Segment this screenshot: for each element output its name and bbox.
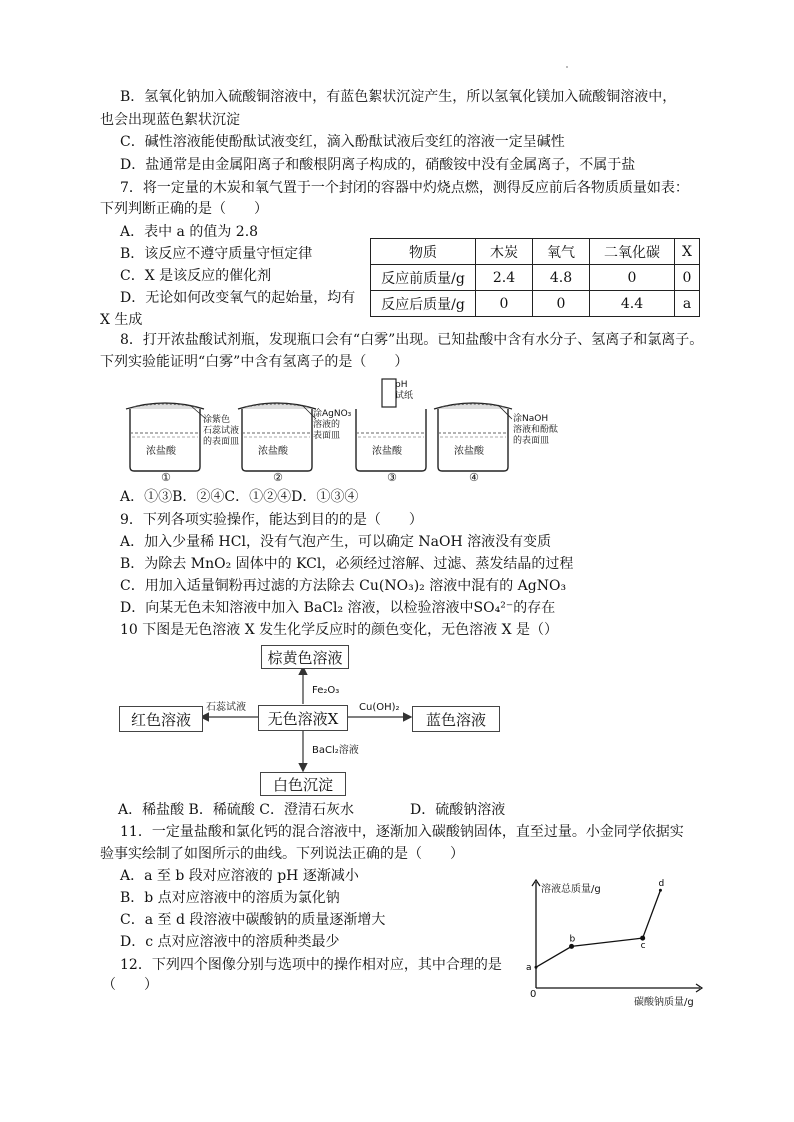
table-row (371, 291, 700, 317)
arrow-up-label: Fe₂O₃ (312, 685, 340, 696)
flow-top-box: 棕黄色溶液 (261, 645, 349, 669)
arrow-left-label: 石蕊试液 (206, 702, 246, 713)
q11-stem-line2: 验事实绘制了如图所示的曲线。下列说法正确的是（ ） (100, 846, 464, 862)
arrow-right-label: Cu(OH)₂ (359, 702, 400, 713)
table-cell: 0 (590, 265, 675, 291)
beaker-1 (126, 403, 204, 471)
q11-stem-line1: 11．一定量盐酸和氯化钙的混合溶液中，逐渐加入碳酸钠固体，直至过量。小金同学依据实 (120, 824, 684, 840)
table-cell: 反应前质量/g (371, 265, 476, 291)
beaker-3 (356, 409, 426, 471)
q11-chart (520, 878, 710, 1008)
beaker-2-dish-label: 涂AgNO₃ 溶液的 表面皿 (313, 409, 352, 441)
table-header-cell: 木炭 (476, 239, 533, 265)
arrow-down-label: BaCl₂溶液 (312, 745, 359, 756)
table-header-cell: 二氧化碳 (590, 239, 675, 265)
q9-option-c: C．用加入适量铜粉再过滤的方法除去 Cu(NO₃)₂ 溶液中混有的 AgNO₃ (120, 578, 567, 594)
q7-option-c: C．X 是该反应的催化剂 (120, 268, 272, 284)
beaker-4-dish-label: 涂NaOH 溶液和酚酞 的表面皿 (513, 414, 559, 446)
q11-option-b: B．b 点对应溶液中的溶质为氯化钠 (120, 890, 340, 906)
q7-stem-line1: 7．将一定量的木炭和氧气置于一个封闭的容器中灼烧点燃，测得反应前后各物质质量如表： (120, 180, 689, 196)
q12-stem-line1: 12．下列四个图像分别与选项中的操作相对应，其中合理的是 (120, 957, 502, 973)
table-header-row (371, 239, 700, 265)
table-row (371, 265, 700, 291)
flow-center-box: 无色溶液X (258, 705, 348, 731)
data-point-c (640, 936, 645, 941)
table-cell: 2.4 (476, 265, 533, 291)
beaker-2 (238, 403, 316, 471)
q10-stem: 10 下图是无色溶液 X 发生化学反应时的颜色变化，无色溶液 X 是（） (120, 622, 558, 638)
q7-option-b: B．该反应不遵守质量守恒定律 (120, 246, 313, 262)
q8-stem-line1: 8．打开浓盐酸试剂瓶，发现瓶口会有“白雾”出现。已知盐酸中含有水分子、氢离子和氯离子。 (120, 332, 704, 348)
chart-origin: 0 (530, 989, 537, 1000)
table-header-cell: X (675, 239, 700, 265)
table-cell: a (675, 291, 700, 317)
ph-paper-label: pH 试纸 (395, 380, 414, 401)
q6-option-b-line1: B．氢氧化钠加入硫酸铜溶液中，有蓝色絮状沉淀产生，所以氢氧化镁加入硫酸铜溶液中， (120, 89, 677, 105)
beaker-4-number: ④ (469, 471, 479, 484)
beaker-3-number: ③ (387, 471, 397, 484)
table-cell: 0 (675, 265, 700, 291)
table-cell: 0 (476, 291, 533, 317)
q11-option-a: A．a 至 b 段对应溶液的 pH 逐渐减小 (120, 868, 359, 884)
beaker-1-liquid: 浓盐酸 (146, 446, 176, 457)
ph-paper (382, 379, 396, 407)
q11-option-c: C．a 至 d 段溶液中碳酸钠的质量逐渐增大 (120, 912, 386, 928)
table-cell: 4.8 (533, 265, 590, 291)
q7-mass-table (370, 238, 700, 317)
table-header-cell: 物质 (371, 239, 476, 265)
q9-stem: 9．下列各项实验操作，能达到目的的是（ ） (120, 512, 423, 528)
table-cell: 4.4 (590, 291, 675, 317)
q11-option-d: D．c 点对应溶液中的溶质种类最少 (120, 934, 340, 950)
q9-option-b: B．为除去 MnO₂ 固体中的 KCl，必须经过溶解、过滤、蒸发结晶的过程 (120, 556, 574, 572)
q6-option-c: C．碱性溶液能使酚酞试液变红，滴入酚酞试液后变红的溶液一定呈碱性 (120, 134, 565, 150)
q12-stem-line2: （ ） (102, 977, 158, 993)
beaker-3-liquid: 浓盐酸 (372, 446, 402, 457)
q9-option-a: A．加入少量稀 HCl，没有气泡产生，可以确定 NaOH 溶液没有变质 (120, 534, 552, 550)
beaker-1-number: ① (161, 471, 171, 484)
q9-option-d: D．向某无色未知溶液中加入 BaCl₂ 溶液，以检验溶液中SO₄²⁻的存在 (120, 600, 556, 616)
flow-bottom-box: 白色沉淀 (260, 772, 346, 796)
q7-option-d-line1: D．无论如何改变氧气的起始量，均有 (120, 290, 356, 306)
data-label-b: b (569, 934, 576, 945)
data-point-a (535, 966, 538, 969)
chart-ylabel: 溶液总质量/g (541, 884, 601, 895)
page-dot (566, 66, 568, 68)
data-label-a: a (526, 963, 532, 974)
q7-option-a: A．表中 a 的值为 2.8 (120, 224, 259, 240)
beaker-4-liquid: 浓盐酸 (454, 446, 484, 457)
beaker-1-dish-label: 涂紫色 石蕊试液 的表面皿 (203, 415, 240, 447)
beaker-2-number: ② (273, 471, 283, 484)
table-cell: 0 (533, 291, 590, 317)
flow-right-box: 蓝色溶液 (412, 706, 500, 732)
data-label-d: d (658, 879, 665, 890)
table-header-cell: 氧气 (533, 239, 590, 265)
q6-option-b-line2: 也会出现蓝色絮状沉淀 (100, 112, 240, 128)
beaker-2-liquid: 浓盐酸 (258, 446, 288, 457)
table-cell: 反应后质量/g (371, 291, 476, 317)
q8-stem-line2: 下列实验能证明“白雾”中含有氢离子的是（ ） (100, 354, 409, 370)
beaker-4 (434, 403, 512, 471)
q7-option-d-line2: X 生成 (100, 312, 143, 328)
q8-options: A．①③B．②④C．①②④D．①③④ (120, 489, 359, 505)
chart-xlabel: 碳酸钠质量/g (634, 997, 694, 1008)
flow-left-box: 红色溶液 (119, 706, 203, 732)
q6-option-d: D．盐通常是由金属阳离子和酸根阴离子构成的，硝酸铵中没有金属离子，不属于盐 (120, 157, 636, 173)
data-point-b (569, 944, 574, 949)
q7-stem-line2: 下列判断正确的是（ ） (100, 201, 268, 217)
data-label-c: c (640, 941, 646, 952)
q10-options: A．稀盐酸 B．稀硫酸 C．澄清石灰水 D．硫酸钠溶液 (118, 802, 506, 818)
series-line (536, 890, 660, 967)
